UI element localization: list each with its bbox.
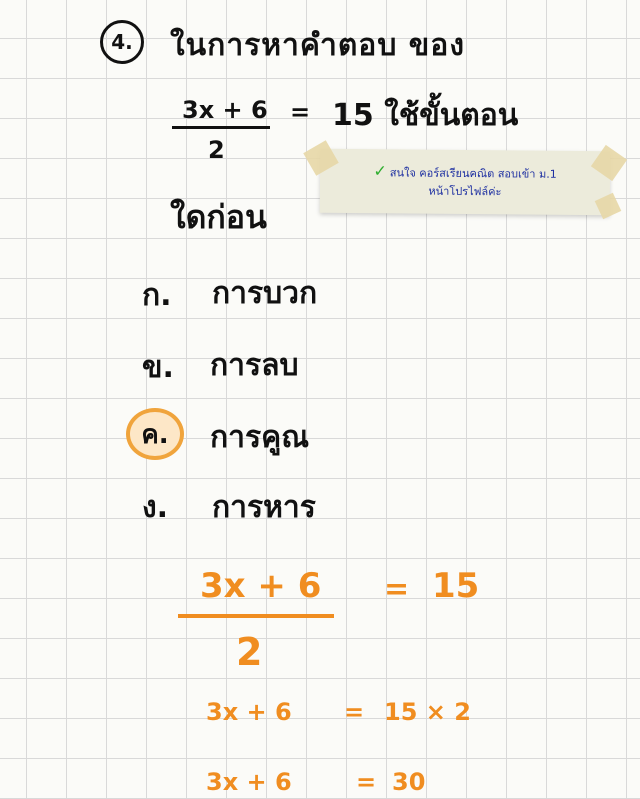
option-d-label[interactable]: ง. (142, 490, 169, 525)
option-b-text[interactable]: การลบ (210, 348, 299, 383)
question-rhs (332, 92, 518, 139)
check-icon: ✓ (373, 161, 387, 181)
note-line2: หน้าโปรไฟล์ค่ะ (428, 184, 502, 199)
question-rhs-text: ใช้ขั้นตอน (384, 98, 519, 133)
option-a-label[interactable]: ก. (142, 278, 172, 313)
work-denominator: 2 (236, 630, 263, 674)
note-line1-row (373, 162, 557, 184)
work-numerator: 3x + 6 (200, 566, 322, 606)
question-equals: = (290, 98, 311, 126)
question-rhs-value: 15 (332, 98, 374, 133)
option-c-text[interactable]: การคูณ (210, 420, 310, 455)
question-fraction-numerator: 3x + 6 (182, 96, 268, 124)
option-c-label[interactable]: ค. (141, 419, 169, 450)
step2-left: 3x + 6 (206, 698, 292, 726)
question-line1: ในการหาคำตอบ ของ (170, 28, 465, 63)
step2-equals: = (344, 698, 365, 726)
work-rhs: 15 (432, 566, 480, 606)
option-d-text[interactable]: การหาร (212, 490, 316, 525)
work-equals: = (384, 572, 410, 607)
step3-right: 30 (392, 768, 426, 796)
option-a-text[interactable]: การบวก (212, 276, 318, 311)
note-line1: สนใจ คอร์สเรียนคณิต สอบเข้า ม.1 (389, 166, 557, 181)
selected-answer-circle[interactable] (126, 408, 184, 460)
question-line3: ใดก่อน (170, 198, 267, 236)
question-fraction-denominator: 2 (208, 136, 225, 164)
step3-equals: = (356, 768, 377, 796)
step2-right: 15 × 2 (384, 698, 471, 726)
promo-note[interactable] (320, 149, 611, 216)
fraction-bar (172, 126, 270, 129)
step3-left: 3x + 6 (206, 768, 292, 796)
option-b-label[interactable]: ข. (142, 350, 174, 385)
question-number: 4. (100, 20, 144, 64)
work-fraction-bar (178, 614, 334, 618)
